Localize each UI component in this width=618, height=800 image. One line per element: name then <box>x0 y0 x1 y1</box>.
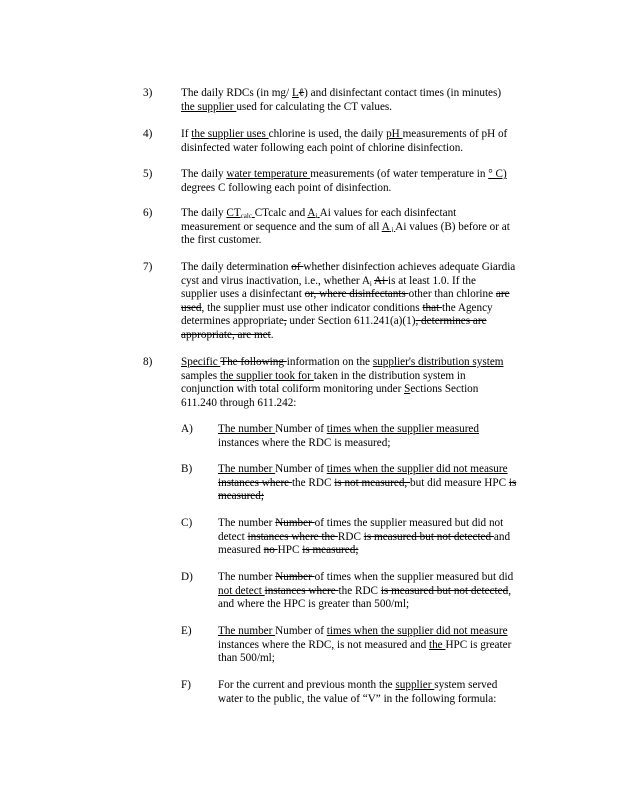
text-segment: Number of <box>275 423 327 435</box>
text-segment: the first customer. <box>181 234 262 247</box>
text-line <box>218 625 541 639</box>
text-segment: Ai values (B) before or at <box>395 220 510 233</box>
text-segment: is at least 1.0. If the <box>388 274 476 287</box>
item-text <box>181 168 541 195</box>
text-line <box>181 234 541 248</box>
text-segment: The daily determination <box>181 261 292 273</box>
text-line <box>218 437 541 451</box>
item-text <box>181 261 541 343</box>
text-line <box>218 679 541 693</box>
deleted-text: Number <box>275 517 315 529</box>
text-line <box>181 275 541 289</box>
sub-item-text <box>218 571 541 612</box>
inserted-text: times when the supplier did not measure <box>326 463 508 475</box>
deleted-text: measured; <box>218 490 264 503</box>
text-line <box>218 544 541 558</box>
item-number: 5) <box>143 168 153 180</box>
text-line <box>181 370 541 384</box>
text-line <box>181 397 541 411</box>
text-segment: HPC <box>277 544 303 557</box>
sub-item-letter: F) <box>181 679 191 691</box>
text-segment: whether disinfection achieves adequate Giardia <box>303 261 516 273</box>
deleted-text: used <box>181 301 202 314</box>
text-segment: ections Section <box>410 383 479 396</box>
deleted-text: no <box>263 544 278 557</box>
inserted-text: the <box>428 638 446 651</box>
text-line <box>181 87 541 101</box>
text-segment: taken in the distribution system in <box>313 369 466 382</box>
deleted-text: is measured but not detected <box>363 530 494 543</box>
item-number: 7) <box>143 261 153 273</box>
sub-item-text <box>218 517 541 558</box>
text-line <box>181 207 541 221</box>
sub-item-text <box>218 463 541 504</box>
text-line <box>218 517 541 531</box>
deleted-text: or, where disinfectants <box>304 288 409 301</box>
text-line <box>218 463 541 477</box>
text-segment: information on the <box>286 356 373 368</box>
sub-item-text <box>218 423 541 450</box>
deleted-text: ℓ <box>298 87 305 99</box>
text-segment: the RDC <box>338 584 381 597</box>
text-segment: measurements of pH of <box>402 128 508 140</box>
text-segment: RDC <box>337 530 364 543</box>
deleted-text: , determines are <box>415 315 487 328</box>
sub-item-letter: C) <box>181 517 193 529</box>
item-number: 8) <box>143 356 153 368</box>
text-segment: Ai values for each disinfectant <box>319 207 457 219</box>
text-segment: under Section 611.241(a)(1) <box>286 315 416 328</box>
text-segment: Number of <box>275 463 327 475</box>
text-line <box>218 477 541 491</box>
text-line <box>218 693 541 707</box>
item-number: 6) <box>143 207 153 219</box>
inserted-text: , <box>331 638 335 651</box>
text-segment: is not measured and <box>334 638 429 651</box>
text-line <box>181 142 541 156</box>
text-segment: conjunction with total coliform monitoring under <box>181 383 405 396</box>
text-segment: degrees C following each point of disinfection. <box>181 181 392 194</box>
inserted-text: The number <box>218 463 276 475</box>
text-line <box>218 598 541 612</box>
text-segment: instances where the RDC <box>218 638 332 651</box>
text-line <box>218 490 541 504</box>
text-segment: detect <box>218 530 248 543</box>
deleted-text: The following <box>220 356 287 368</box>
inserted-text: the supplier uses <box>191 128 269 140</box>
text-line <box>181 288 541 302</box>
text-segment: of times when the supplier measured but did <box>314 571 514 583</box>
text-line <box>181 221 541 235</box>
text-line <box>181 302 541 316</box>
sub-item-text <box>218 625 541 666</box>
deleted-text: instances where <box>218 476 292 489</box>
text-segment: The daily <box>181 207 227 219</box>
inserted-text: ° C) <box>488 168 507 180</box>
text-segment: i <box>315 212 318 220</box>
text-segment: 611.240 through 611.242: <box>181 396 297 409</box>
inserted-text: the supplier took for <box>219 369 314 382</box>
text-segment: the Agency <box>442 301 493 314</box>
deleted-text: Number <box>275 571 315 583</box>
inserted-text: pH <box>386 128 403 140</box>
deleted-text: that <box>422 301 443 314</box>
sub-item-letter: E) <box>181 625 192 637</box>
deleted-text: instances where the <box>247 530 338 543</box>
text-segment: of times the supplier measured but did not <box>314 517 504 529</box>
deleted-text: is measured; <box>302 544 359 557</box>
deleted-text: of <box>291 261 304 273</box>
deleted-text: Ai <box>374 274 389 287</box>
text-segment: , <box>508 584 511 597</box>
text-segment: i <box>389 225 396 234</box>
inserted-text: supplier's distribution system <box>372 356 504 368</box>
text-line <box>181 128 541 142</box>
text-segment: ) and disinfectant contact times (in minutes) <box>304 87 502 99</box>
sub-item-letter: B) <box>181 463 193 475</box>
text-segment: Number of <box>275 625 327 637</box>
deleted-text: is measured but not detected <box>380 584 509 597</box>
text-segment: instances where the RDC is measured; <box>218 436 391 449</box>
inserted-text: the supplier <box>181 100 237 113</box>
text-segment: measured <box>218 544 264 557</box>
inserted-text: A <box>381 220 390 233</box>
text-segment: The number <box>218 571 276 583</box>
inserted-text: supplier <box>395 679 435 691</box>
text-segment: , the supplier must use other indicator conditions <box>201 301 423 314</box>
inserted-text: A <box>307 207 316 219</box>
text-segment: water to the public, the value of “V” in the following formula: <box>218 692 497 705</box>
text-segment: For the current and previous month the <box>218 679 396 691</box>
sub-item-letter: A) <box>181 423 193 435</box>
deleted-text: is not measured, <box>334 476 411 489</box>
text-line <box>181 182 541 196</box>
inserted-text: The number <box>218 423 276 435</box>
text-segment: and <box>493 530 511 543</box>
text-segment: than 500/ml; <box>218 652 275 665</box>
text-segment: HPC is greater <box>445 638 512 651</box>
text-line <box>181 168 541 182</box>
text-segment: The number <box>218 517 276 529</box>
deleted-text: appropriate, are met <box>181 328 271 341</box>
text-line <box>218 652 541 666</box>
text-segment: CTcalc and <box>254 207 308 219</box>
sub-item-text <box>218 679 541 706</box>
inserted-text: L <box>291 87 299 99</box>
text-segment: used for calculating the CT values. <box>236 100 393 113</box>
inserted-text: water temperature <box>226 168 311 180</box>
text-segment: The daily RDCs (in mg/ <box>181 87 292 99</box>
text-segment: samples <box>181 369 220 382</box>
text-segment: . <box>270 328 274 341</box>
text-line <box>218 571 541 585</box>
item-text <box>181 128 541 155</box>
text-segment: The daily <box>181 168 227 180</box>
item-text <box>181 356 541 410</box>
text-segment: cyst and virus inactivation, i.e., whether A <box>181 274 370 287</box>
text-segment: determines appropriate <box>181 315 284 328</box>
text-line <box>218 639 541 653</box>
item-text <box>181 207 541 248</box>
item-text <box>181 87 541 114</box>
text-segment: and where the HPC is greater than 500/ml; <box>218 598 410 611</box>
deleted-text: is <box>508 476 517 489</box>
text-segment: other than chlorine <box>408 288 496 301</box>
item-number: 3) <box>143 87 153 99</box>
sub-item-letter: D) <box>181 571 193 583</box>
text-line <box>181 329 541 343</box>
text-segment: supplier uses a disinfectant <box>181 288 305 301</box>
text-segment: i <box>369 279 372 288</box>
inserted-text: S <box>404 383 411 396</box>
text-line <box>181 101 541 115</box>
text-segment: measurement or sequence and the sum of all <box>181 220 382 233</box>
deleted-text: , <box>283 315 287 328</box>
text-segment: measurements (of water temperature in <box>310 168 489 180</box>
text-segment: but did measure HPC <box>410 476 509 489</box>
text-line <box>218 423 541 437</box>
text-segment: chlorine is used, the daily <box>268 128 387 140</box>
text-segment: disinfected water following each point of chlorine disinfection. <box>181 141 464 154</box>
text-line <box>181 383 541 397</box>
text-segment: If <box>181 128 192 140</box>
text-line <box>181 356 541 370</box>
text-line <box>218 531 541 545</box>
inserted-text: The number <box>218 625 276 637</box>
inserted-text: CT <box>226 207 241 219</box>
inserted-text: times when the supplier did not measure <box>326 625 508 637</box>
deleted-text: are <box>495 288 510 301</box>
text-line <box>218 585 541 599</box>
text-segment: calc <box>240 212 252 220</box>
deleted-text: instances where <box>264 584 339 597</box>
text-line <box>181 261 541 275</box>
text-segment: system served <box>434 679 498 691</box>
text-segment: the RDC <box>291 476 335 489</box>
text-line <box>181 315 541 329</box>
inserted-text: Specific <box>181 356 221 368</box>
inserted-text: times when the supplier measured <box>326 423 479 435</box>
inserted-text: not detect <box>218 584 265 597</box>
item-number: 4) <box>143 128 153 140</box>
